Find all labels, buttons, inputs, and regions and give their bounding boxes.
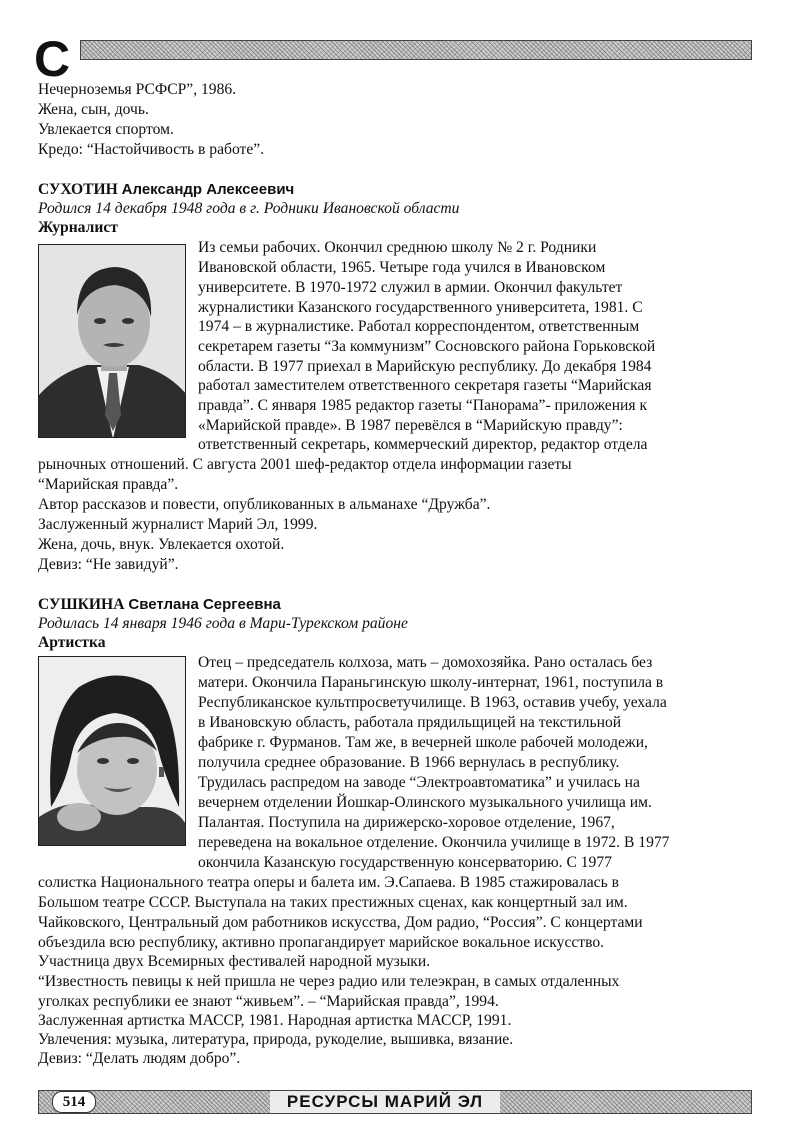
bio-line: “Марийская правда”. <box>38 476 179 493</box>
bio-line: окончила Казанскую государственную консерваторию. С 1977 <box>198 854 612 871</box>
entry-surname: СУШКИНА <box>38 596 125 613</box>
footer-title: РЕСУРСЫ МАРИЙ ЭЛ <box>270 1091 500 1113</box>
bio-line: ответственный секретарь, коммерческий директор, редактор отдела <box>198 436 648 453</box>
bio-line: в Ивановскую область, работала прядильщицей на текстильной <box>198 714 622 731</box>
entry-given-name: Светлана Сергеевна <box>128 596 281 613</box>
bio-line: объездила всю республику, активно пропагандирует марийское вокальное искусство. <box>38 934 605 951</box>
bio-line: области. В 1977 приехал в Марийскую республику. До декабря 1984 <box>198 358 652 375</box>
bio-line: Из семьи рабочих. Окончил среднюю школу № 2 г. Родники <box>198 239 597 256</box>
extra-line: уголках республики ее знают “живьем”. – “Марийская правда”, 1994. <box>38 993 499 1010</box>
bio-line: Трудилась распредом на заводе “Электроавтоматика” и училась на <box>198 774 640 791</box>
extra-line: Заслуженная артистка МАССР, 1981. Народная артистка МАССР, 1991. <box>38 1012 512 1029</box>
extra-line: Автор рассказов и повести, опубликованных в альманахе “Дружба”. <box>38 496 491 513</box>
bio-line: «Марийской правде». В 1987 перевёлся в “Марийскую правду”: <box>198 417 623 434</box>
bio-line: рыночных отношений. С августа 2001 шеф-редактор отдела информации газеты <box>38 456 572 473</box>
bio-line: университете. В 1970-1972 служил в армии. Окончил факультет <box>198 279 623 296</box>
extra-line: Девиз: “Делать людям добро”. <box>38 1050 241 1067</box>
bio-line: журналистики Казанского государственного университета, 1981. С <box>198 299 643 316</box>
entry-name <box>38 180 294 200</box>
bio-line: Ивановской области, 1965. Четыре года учился в Ивановском <box>198 259 606 276</box>
portrait-man-icon <box>39 245 186 438</box>
bio-line: матери. Окончила Параньгинскую школу-интернат, 1961, поступила в <box>198 674 664 691</box>
bio-line: секретарем газеты “За коммунизм” Сосновского района Горьковской <box>198 338 656 355</box>
continued-line: Нечерноземья РСФСР”, 1986. <box>38 81 237 98</box>
entry-birth: Родилась 14 января 1946 года в Мари-Турекском районе <box>38 615 408 632</box>
bio-line: переведена на вокальное отделение. Окончила училище в 1972. В 1977 <box>198 834 670 851</box>
continued-line: Жена, сын, дочь. <box>38 101 149 118</box>
bio-line: правда”. С января 1985 редактор газеты “Панорама”- приложения к <box>198 397 648 414</box>
extra-line: “Известность певицы к ней пришла не через радио или телеэкран, в самых отдаленных <box>38 973 620 990</box>
bio-line: 1974 – в журналистике. Работал корреспондентом, ответственным <box>198 318 640 335</box>
bio-line: работал заместителем ответственного секретаря газеты “Марийская <box>198 377 652 394</box>
extra-line: Увлечения: музыка, литература, природа, рукоделие, вышивка, вязание. <box>38 1031 514 1048</box>
bio-line: получила среднее образование. В 1966 вернулась в республику. <box>198 754 620 771</box>
bio-line: вечернем отделении Йошкар-Олинского музыкального училища им. <box>198 794 652 811</box>
extra-line: Жена, дочь, внук. Увлекается охотой. <box>38 536 285 553</box>
continued-line: Кредо: “Настойчивость в работе”. <box>38 141 265 158</box>
bio-line: Большом театре СССР. Выступала на таких престижных сценах, как концертный зал им. <box>38 894 628 911</box>
portrait-photo <box>38 244 186 438</box>
bio-line: Палантая. Поступила на дирижерско-хоровое отделение, 1967, <box>198 814 615 831</box>
entry-given-name: Александр Алексеевич <box>121 181 295 198</box>
bio-line: фабрике г. Фурманов. Там же, в вечерней школе рабочей молодежи, <box>198 734 648 751</box>
portrait-photo <box>38 656 186 846</box>
entry-name <box>38 595 281 615</box>
section-letter: С <box>34 31 71 87</box>
continued-line: Увлекается спортом. <box>38 121 174 138</box>
bio-line: солистка Национального театра оперы и балета им. Э.Сапаева. В 1985 стажировалась в <box>38 874 619 891</box>
entry-profession: Журналист <box>38 219 118 236</box>
page-number: 514 <box>52 1091 96 1113</box>
extra-line: Девиз: “Не завидуй”. <box>38 556 179 573</box>
bio-line: Чайковского, Центральный дом работников искусства, Дом радио, “Россия”. С концертами <box>38 914 643 931</box>
header-band <box>80 40 752 60</box>
bio-line: Участница двух Всемирных фестивалей народной музыки. <box>38 953 431 970</box>
bio-line: Отец – председатель колхоза, мать – домохозяйка. Рано осталась без <box>198 654 653 671</box>
extra-line: Заслуженный журналист Марий Эл, 1999. <box>38 516 318 533</box>
bio-line: Республиканское культпросветучилище. В 1963, оставив учебу, уехала <box>198 694 667 711</box>
portrait-woman-icon <box>39 657 186 846</box>
entry-surname: СУХОТИН <box>38 181 118 198</box>
entry-birth: Родился 14 декабря 1948 года в г. Родники Ивановской области <box>38 200 460 217</box>
entry-profession: Артистка <box>38 634 106 651</box>
